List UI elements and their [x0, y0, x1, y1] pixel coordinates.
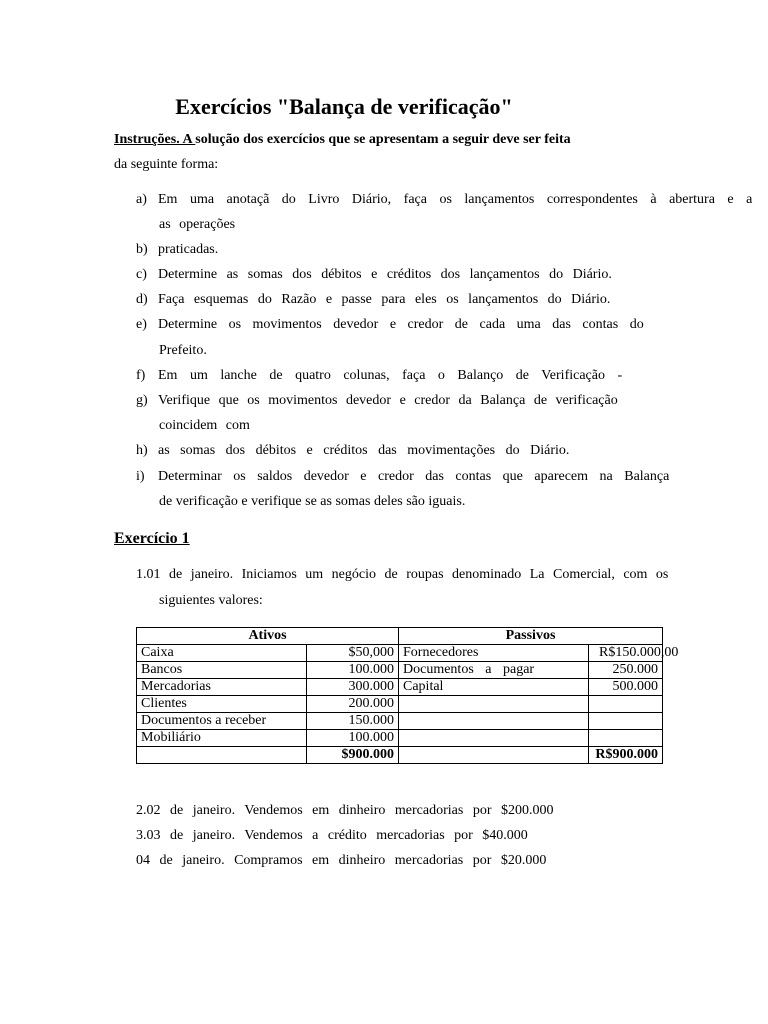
list-item: c) Determine as somas dos débitos e créditos dos lançamentos do Diário. — [136, 267, 612, 282]
balance-table — [136, 627, 679, 764]
asset-name: Mobiliário — [137, 730, 307, 747]
asset-value: 200.000 — [307, 696, 399, 713]
table-header-row — [137, 628, 663, 645]
asset-name: Mercadorias — [137, 679, 307, 696]
asset-value: 150.000 — [307, 713, 399, 730]
list-item-continuation: Prefeito. — [159, 343, 207, 358]
asset-name: Bancos — [137, 662, 307, 679]
total-liabilities: R$900.000 — [589, 747, 663, 764]
asset-name: Clientes — [137, 696, 307, 713]
asset-value: 100.000 — [307, 730, 399, 747]
instructions-line-2: da seguinte forma: — [114, 157, 219, 172]
table-row — [137, 730, 663, 747]
liability-value — [589, 730, 663, 747]
list-item: i) Determinar os saldos devedor e credor das contas que aparecem na Balança — [136, 469, 670, 484]
asset-value: 100.000 — [307, 662, 399, 679]
instructions-text: solução dos exercícios que se apresentam a seguir deve ser feita — [195, 132, 571, 147]
asset-value: 300.000 — [307, 679, 399, 696]
assets-header: Ativos — [137, 628, 399, 645]
list-item: d) Faça esquemas do Razão e passe para eles os lançamentos do Diário. — [136, 292, 611, 307]
operation-line: 3.03 de janeiro. Vendemos a crédito mercadorias por $40.000 — [136, 828, 528, 843]
asset-name: Documentos a receber — [137, 713, 307, 730]
liability-value: 250.000 — [589, 662, 663, 679]
operation-line: 2.02 de janeiro. Vendemos em dinheiro mercadorias por $200.000 — [136, 803, 554, 818]
table-total-row — [137, 747, 663, 764]
exercise-intro: 1.01 de janeiro. Iniciamos um negócio de roupas denominado La Comercial, com os — [136, 567, 669, 582]
exercise-heading: Exercício 1 — [114, 530, 190, 547]
table-row — [137, 645, 663, 662]
total-assets: $900.000 — [307, 747, 399, 764]
instructions-label: Instruções. A — [114, 132, 196, 147]
liabilities-header: Passivos — [399, 628, 663, 645]
operation-line: 04 de janeiro. Compramos em dinheiro mercadorias por $20.000 — [136, 853, 547, 868]
table-row — [137, 679, 663, 696]
list-item: g) Verifique que os movimentos devedor e credor da Balança de verificação — [136, 393, 618, 408]
list-item: h) as somas dos débitos e créditos das movimentações do Diário. — [136, 443, 570, 458]
table-row — [137, 713, 663, 730]
list-item-continuation: coincidem com — [159, 418, 250, 433]
liability-name — [399, 713, 589, 730]
empty-cell — [399, 747, 589, 764]
instructions-line — [114, 132, 571, 148]
exercise-intro-continuation: siguientes valores: — [159, 593, 263, 608]
table-row — [137, 662, 663, 679]
liability-name: Fornecedores — [399, 645, 589, 662]
liability-value: R$150.000,00 — [589, 645, 663, 662]
list-item-continuation: de verificação e verifique se as somas deles são iguais. — [159, 494, 466, 509]
liability-name — [399, 730, 589, 747]
liability-value — [589, 696, 663, 713]
liability-value — [589, 713, 663, 730]
list-item: a) Em uma anotaçã do Livro Diário, faça os lançamentos correspondentes à abertura e a — [136, 192, 753, 207]
list-item: e) Determine os movimentos devedor e credor de cada uma das contas do — [136, 317, 644, 332]
empty-cell — [137, 747, 307, 764]
liability-name — [399, 696, 589, 713]
table-row — [137, 696, 663, 713]
liability-value: 500.000 — [589, 679, 663, 696]
list-item: f) Em um lanche de quatro colunas, faça o Balanço de Verificação - — [136, 368, 623, 383]
list-item: b) praticadas. — [136, 242, 219, 257]
liability-name: Capital — [399, 679, 589, 696]
page-title: Exercícios "Balança de verificação" — [175, 94, 513, 119]
liability-name: Documentos a pagar — [399, 662, 589, 679]
list-item-continuation: as operações — [159, 217, 236, 232]
asset-value: $50,000 — [307, 645, 399, 662]
asset-name: Caixa — [137, 645, 307, 662]
